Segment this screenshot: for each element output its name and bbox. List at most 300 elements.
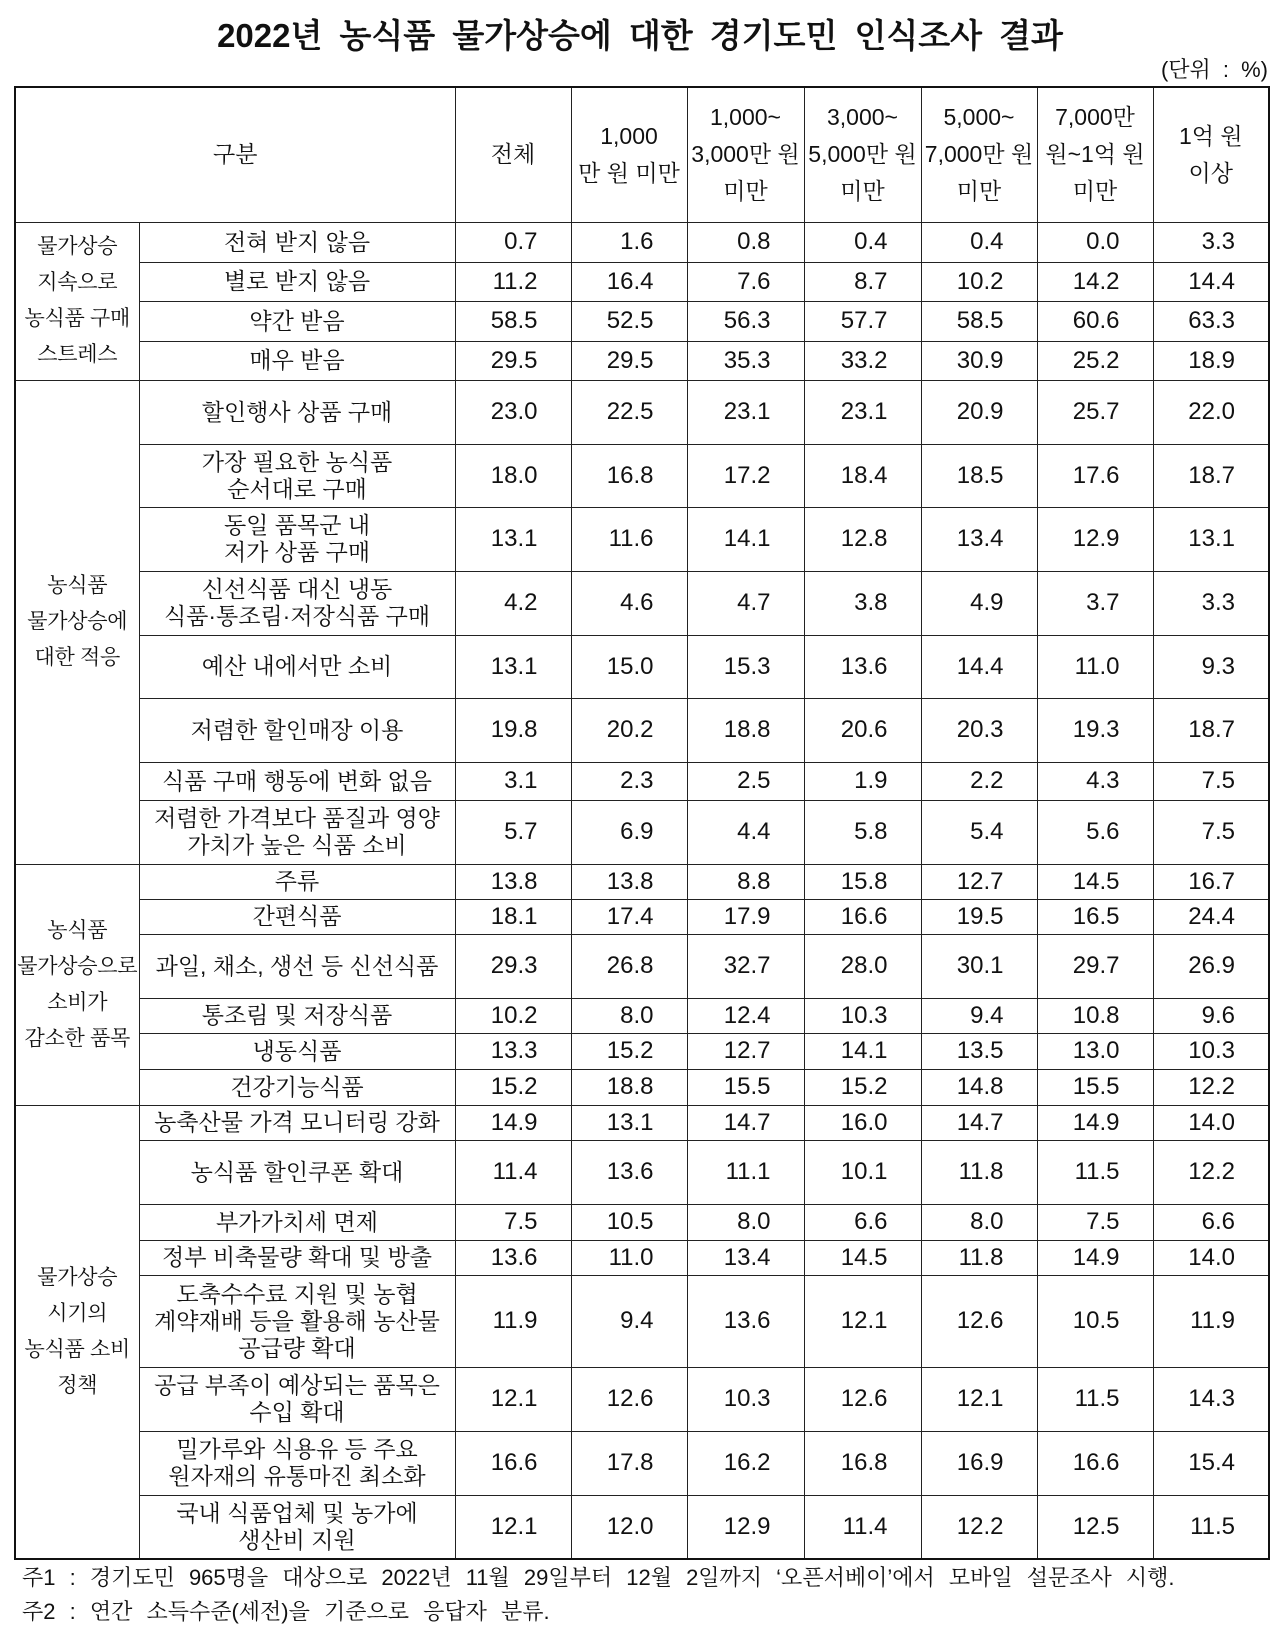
value-cell: 13.6: [687, 1275, 804, 1367]
value-cell: 63.3: [1153, 301, 1269, 341]
page-title: 2022년 농식품 물가상승에 대한 경기도민 인식조사 결과: [217, 17, 1063, 54]
value-cell: 2.3: [571, 762, 687, 800]
value-cell: 16.6: [804, 899, 921, 934]
value-cell: 0.4: [921, 222, 1037, 262]
value-cell: 26.8: [571, 934, 687, 998]
category-cell: [15, 1105, 139, 1559]
value-cell: 15.2: [571, 1033, 687, 1069]
value-cell: 9.6: [1153, 998, 1269, 1033]
value-cell: 7.5: [455, 1204, 571, 1240]
value-cell: 14.3: [1153, 1367, 1269, 1431]
value-cell: 4.4: [687, 800, 804, 864]
column-header-100m-plus: [1153, 87, 1269, 222]
value-cell: 11.9: [1153, 1275, 1269, 1367]
value-cell: 2.5: [687, 762, 804, 800]
row-label: [139, 341, 455, 380]
table-row: [15, 341, 1269, 380]
value-cell: 12.8: [804, 507, 921, 571]
value-cell: 22.5: [571, 380, 687, 444]
table-row: [15, 1033, 1269, 1069]
value-cell: 18.7: [1153, 444, 1269, 507]
value-cell: 29.3: [455, 934, 571, 998]
value-cell: 16.6: [1037, 1431, 1153, 1495]
table-row: [15, 864, 1269, 899]
value-cell: 15.0: [571, 635, 687, 698]
row-label-line: 공급 부족이 예상되는 품목은: [154, 1372, 440, 1398]
row-label: [139, 1204, 455, 1240]
row-label-line: 수입 확대: [249, 1399, 345, 1425]
value-cell: 26.9: [1153, 934, 1269, 998]
row-label-line: 저렴한 할인매장 이용: [190, 716, 404, 743]
value-cell: 16.8: [571, 444, 687, 507]
value-cell: 12.1: [455, 1367, 571, 1431]
column-header-line: 이상: [1188, 159, 1233, 186]
value-cell: 13.1: [455, 635, 571, 698]
value-cell: 25.2: [1037, 341, 1153, 380]
value-cell: 35.3: [687, 341, 804, 380]
value-cell: 18.9: [1153, 341, 1269, 380]
value-cell: 4.2: [455, 571, 571, 635]
value-cell: 15.5: [1037, 1069, 1153, 1105]
value-cell: 9.3: [1153, 635, 1269, 698]
table-row: [15, 1105, 1269, 1140]
value-cell: 16.2: [687, 1431, 804, 1495]
value-cell: 56.3: [687, 301, 804, 341]
value-cell: 8.8: [687, 864, 804, 899]
value-cell: 13.0: [1037, 1033, 1153, 1069]
category-cell: [15, 222, 139, 380]
value-cell: 7.6: [687, 262, 804, 301]
value-cell: 10.2: [455, 998, 571, 1033]
column-header-10m-30m: [687, 87, 804, 222]
row-label-line: 저렴한 가격보다 품질과 영양: [154, 805, 440, 831]
value-cell: 14.1: [687, 507, 804, 571]
value-cell: 10.8: [1037, 998, 1153, 1033]
value-cell: 17.9: [687, 899, 804, 934]
category-line: 농식품 구매: [24, 307, 130, 330]
value-cell: 11.8: [921, 1140, 1037, 1204]
row-label-line: 예산 내에서만 소비: [201, 653, 393, 679]
table-row: [15, 1140, 1269, 1204]
table-row: [15, 571, 1269, 635]
value-cell: 3.7: [1037, 571, 1153, 635]
category-cell: [15, 864, 139, 1105]
column-header-line: 1,000: [600, 122, 658, 149]
value-cell: 22.0: [1153, 380, 1269, 444]
value-cell: 11.5: [1153, 1495, 1269, 1559]
row-label-line: 통조림 및 저장식품: [201, 1002, 393, 1028]
category-line: 농식품: [47, 918, 108, 942]
value-cell: 0.8: [687, 222, 804, 262]
value-cell: 14.0: [1153, 1105, 1269, 1140]
value-cell: 13.4: [921, 507, 1037, 571]
value-cell: 12.6: [571, 1367, 687, 1431]
value-cell: 9.4: [921, 998, 1037, 1033]
value-cell: 11.0: [1037, 635, 1153, 698]
value-cell: 1.6: [571, 222, 687, 262]
column-header-30m-50m: [804, 87, 921, 222]
row-label: [139, 864, 455, 899]
value-cell: 10.5: [1037, 1275, 1153, 1367]
value-cell: 12.4: [687, 998, 804, 1033]
table-row: [15, 444, 1269, 507]
value-cell: 1.9: [804, 762, 921, 800]
value-cell: 11.4: [804, 1495, 921, 1559]
value-cell: 4.6: [571, 571, 687, 635]
value-cell: 14.7: [687, 1105, 804, 1140]
value-cell: 14.2: [1037, 262, 1153, 301]
table-row: [15, 380, 1269, 444]
row-label: [139, 301, 455, 341]
row-label-line: 가장 필요한 농식품: [201, 448, 393, 475]
value-cell: 23.0: [455, 380, 571, 444]
column-header-under-10m: [571, 87, 687, 222]
value-cell: 13.4: [687, 1240, 804, 1275]
row-label: [139, 762, 455, 800]
table-row: [15, 899, 1269, 934]
value-cell: 23.1: [687, 380, 804, 444]
data-table: [14, 86, 1270, 1560]
value-cell: 12.6: [804, 1367, 921, 1431]
value-cell: 13.3: [455, 1033, 571, 1069]
value-cell: 11.0: [571, 1240, 687, 1275]
value-cell: 12.2: [1153, 1069, 1269, 1105]
table-row: [15, 301, 1269, 341]
table-row: [15, 1431, 1269, 1495]
value-cell: 28.0: [804, 934, 921, 998]
category-line: 소비가: [47, 990, 108, 1014]
value-cell: 10.1: [804, 1140, 921, 1204]
row-label: [139, 1431, 455, 1495]
column-header-line: 미만: [956, 178, 1002, 205]
value-cell: 14.9: [1037, 1240, 1153, 1275]
category-line: 농식품 소비: [24, 1337, 130, 1361]
unit-label: (단위 : %): [1160, 57, 1268, 82]
header-row: [15, 87, 1269, 222]
column-header-70m-100m: [1037, 87, 1153, 222]
value-cell: 13.1: [455, 507, 571, 571]
table-row: [15, 762, 1269, 800]
row-label: [139, 222, 455, 262]
value-cell: 6.6: [1153, 1204, 1269, 1240]
row-label: [139, 899, 455, 934]
value-cell: 25.7: [1037, 380, 1153, 444]
table-row: [15, 1367, 1269, 1431]
row-label: [139, 635, 455, 698]
value-cell: 19.3: [1037, 698, 1153, 762]
value-cell: 14.5: [804, 1240, 921, 1275]
value-cell: 29.7: [1037, 934, 1153, 998]
row-label-line: 신선식품 대신 냉동: [201, 576, 393, 602]
value-cell: 58.5: [921, 301, 1037, 341]
value-cell: 10.5: [571, 1204, 687, 1240]
column-header-line: 3,000~: [827, 104, 898, 131]
table-row: [15, 1275, 1269, 1367]
value-cell: 7.5: [1153, 800, 1269, 864]
row-label-line: 부가가치세 면제: [216, 1208, 378, 1235]
row-label: [139, 1033, 455, 1069]
column-header-line: 미만: [1072, 178, 1118, 205]
row-label-line: 전혀 받지 않음: [223, 228, 371, 255]
value-cell: 19.5: [921, 899, 1037, 934]
value-cell: 10.3: [804, 998, 921, 1033]
row-label: [139, 380, 455, 444]
row-label-line: 공급량 확대: [238, 1334, 356, 1361]
row-label: [139, 1069, 455, 1105]
row-label-line: 생산비 지원: [238, 1526, 356, 1553]
value-cell: 32.7: [687, 934, 804, 998]
value-cell: 12.2: [1153, 1140, 1269, 1204]
column-header-line: 7,000만 원: [924, 141, 1034, 168]
value-cell: 13.6: [571, 1140, 687, 1204]
value-cell: 16.8: [804, 1431, 921, 1495]
value-cell: 12.7: [921, 864, 1037, 899]
value-cell: 11.1: [687, 1140, 804, 1204]
value-cell: 15.2: [804, 1069, 921, 1105]
row-label: [139, 998, 455, 1033]
value-cell: 3.1: [455, 762, 571, 800]
value-cell: 13.8: [571, 864, 687, 899]
value-cell: 16.0: [804, 1105, 921, 1140]
row-label-line: 계약재배 등을 활용해 농산물: [154, 1307, 440, 1334]
value-cell: 5.6: [1037, 800, 1153, 864]
value-cell: 60.6: [1037, 301, 1153, 341]
row-label: [139, 507, 455, 571]
value-cell: 15.4: [1153, 1431, 1269, 1495]
category-line: 물가상승으로: [17, 954, 138, 978]
value-cell: 18.0: [455, 444, 571, 507]
value-cell: 12.6: [921, 1275, 1037, 1367]
value-cell: 16.9: [921, 1431, 1037, 1495]
value-cell: 11.5: [1037, 1367, 1153, 1431]
value-cell: 29.5: [571, 341, 687, 380]
value-cell: 14.8: [921, 1069, 1037, 1105]
row-label: [139, 800, 455, 864]
row-label: [139, 1275, 455, 1367]
table-row: [15, 1204, 1269, 1240]
value-cell: 33.2: [804, 341, 921, 380]
table-row: [15, 934, 1269, 998]
value-cell: 2.2: [921, 762, 1037, 800]
row-label-line: 가치가 높은 식품 소비: [187, 832, 407, 858]
value-cell: 20.3: [921, 698, 1037, 762]
row-label-line: 식품 구매 행동에 변화 없음: [162, 767, 432, 794]
value-cell: 3.8: [804, 571, 921, 635]
value-cell: 58.5: [455, 301, 571, 341]
value-cell: 17.6: [1037, 444, 1153, 507]
row-label: [139, 1240, 455, 1275]
value-cell: 16.5: [1037, 899, 1153, 934]
row-label-line: 순서대로 구매: [227, 475, 367, 502]
value-cell: 14.1: [804, 1033, 921, 1069]
value-cell: 13.8: [455, 864, 571, 899]
column-header-line: 미만: [840, 178, 885, 205]
row-label: [139, 934, 455, 998]
row-label-line: 할인행사 상품 구매: [201, 398, 393, 425]
row-label: [139, 571, 455, 635]
value-cell: 18.4: [804, 444, 921, 507]
table-row: [15, 262, 1269, 301]
row-label-line: 과일, 채소, 생선 등 신선식품: [155, 952, 439, 979]
row-label-line: 원자재의 유통마진 최소화: [168, 1463, 426, 1489]
row-label-line: 약간 받음: [249, 307, 345, 334]
value-cell: 11.5: [1037, 1140, 1153, 1204]
table-row: [15, 1069, 1269, 1105]
category-line: 정책: [57, 1373, 98, 1397]
value-cell: 4.7: [687, 571, 804, 635]
column-header-line: 1,000~: [710, 104, 781, 131]
value-cell: 13.6: [455, 1240, 571, 1275]
value-cell: 13.1: [571, 1105, 687, 1140]
column-header-50m-70m: [921, 87, 1037, 222]
category-cell: [15, 380, 139, 864]
value-cell: 13.5: [921, 1033, 1037, 1069]
value-cell: 15.5: [687, 1069, 804, 1105]
footnote: 주2 : 연간 소득수준(세전)을 기준으로 응답자 분류.: [22, 1599, 550, 1624]
column-header-total: [455, 87, 571, 222]
category-line: 지속으로: [37, 271, 118, 294]
value-cell: 4.9: [921, 571, 1037, 635]
value-cell: 30.9: [921, 341, 1037, 380]
column-header-line: 미만: [723, 178, 768, 205]
row-label: [139, 1367, 455, 1431]
table-row: [15, 635, 1269, 698]
value-cell: 6.9: [571, 800, 687, 864]
value-cell: 12.9: [687, 1495, 804, 1559]
value-cell: 20.2: [571, 698, 687, 762]
value-cell: 20.6: [804, 698, 921, 762]
value-cell: 0.4: [804, 222, 921, 262]
value-cell: 18.7: [1153, 698, 1269, 762]
value-cell: 7.5: [1153, 762, 1269, 800]
value-cell: 14.4: [921, 635, 1037, 698]
category-line: 대한 적응: [34, 646, 120, 669]
row-label: [139, 262, 455, 301]
row-label-line: 도축수수료 지원 및 농협: [176, 1280, 418, 1307]
table-row: [15, 222, 1269, 262]
row-label-line: 농식품 할인쿠폰 확대: [190, 1158, 404, 1185]
table-row: [15, 800, 1269, 864]
value-cell: 0.7: [455, 222, 571, 262]
column-header-line: 전체: [490, 141, 536, 168]
value-cell: 9.4: [571, 1275, 687, 1367]
row-label-line: 밀가루와 식용유 등 주요: [176, 1436, 418, 1462]
column-header-line: 5,000~: [943, 104, 1015, 131]
row-label-line: 농축산물 가격 모니터링 강화: [154, 1109, 440, 1135]
value-cell: 8.7: [804, 262, 921, 301]
row-label-line: 주류: [274, 868, 320, 894]
value-cell: 12.2: [921, 1495, 1037, 1559]
table-row: [15, 507, 1269, 571]
row-label-line: 정부 비축물량 확대 및 방출: [162, 1244, 432, 1270]
value-cell: 14.4: [1153, 262, 1269, 301]
value-cell: 5.4: [921, 800, 1037, 864]
table-body: [15, 222, 1269, 1559]
value-cell: 11.4: [455, 1140, 571, 1204]
value-cell: 17.8: [571, 1431, 687, 1495]
value-cell: 4.3: [1037, 762, 1153, 800]
value-cell: 11.8: [921, 1240, 1037, 1275]
row-label-line: 건강기능식품: [230, 1073, 364, 1100]
column-header-line: 7,000만: [1055, 104, 1135, 131]
row-label-line: 식품·통조림·저장식품 구매: [163, 603, 431, 629]
value-cell: 14.9: [455, 1105, 571, 1140]
value-cell: 8.0: [571, 998, 687, 1033]
value-cell: 14.9: [1037, 1105, 1153, 1140]
value-cell: 0.0: [1037, 222, 1153, 262]
value-cell: 7.5: [1037, 1204, 1153, 1240]
value-cell: 12.0: [571, 1495, 687, 1559]
value-cell: 52.5: [571, 301, 687, 341]
value-cell: 12.1: [804, 1275, 921, 1367]
value-cell: 16.7: [1153, 864, 1269, 899]
value-cell: 15.2: [455, 1069, 571, 1105]
value-cell: 30.1: [921, 934, 1037, 998]
value-cell: 17.2: [687, 444, 804, 507]
category-line: 스트레스: [37, 343, 118, 366]
row-label: [139, 698, 455, 762]
value-cell: 11.2: [455, 262, 571, 301]
value-cell: 11.9: [455, 1275, 571, 1367]
value-cell: 8.0: [687, 1204, 804, 1240]
category-line: 농식품: [47, 574, 108, 597]
value-cell: 57.7: [804, 301, 921, 341]
value-cell: 18.8: [571, 1069, 687, 1105]
column-header-line: 3,000만 원: [691, 141, 800, 168]
table-row: [15, 1240, 1269, 1275]
value-cell: 16.6: [455, 1431, 571, 1495]
header-category: 구분: [15, 87, 455, 222]
value-cell: 12.5: [1037, 1495, 1153, 1559]
value-cell: 5.7: [455, 800, 571, 864]
table-row: [15, 998, 1269, 1033]
row-label: [139, 444, 455, 507]
value-cell: 12.9: [1037, 507, 1153, 571]
column-header-line: 원~1억 원: [1045, 141, 1145, 168]
category-line: 물가상승에: [27, 610, 128, 633]
value-cell: 5.8: [804, 800, 921, 864]
value-cell: 18.5: [921, 444, 1037, 507]
value-cell: 13.1: [1153, 507, 1269, 571]
value-cell: 12.1: [455, 1495, 571, 1559]
category-line: 시기의: [47, 1301, 108, 1325]
value-cell: 14.7: [921, 1105, 1037, 1140]
value-cell: 17.4: [571, 899, 687, 934]
value-cell: 10.2: [921, 262, 1037, 301]
value-cell: 14.0: [1153, 1240, 1269, 1275]
row-label: [139, 1140, 455, 1204]
footnote: 주1 : 경기도민 965명을 대상으로 2022년 11월 29일부터 12월 2일까지 ‘오픈서베이’에서 모바일 설문조사 시행.: [22, 1565, 1175, 1590]
row-label-line: 국내 식품업체 및 농가에: [176, 1499, 418, 1526]
column-header-line: 1억 원: [1178, 122, 1243, 149]
value-cell: 12.1: [921, 1367, 1037, 1431]
value-cell: 24.4: [1153, 899, 1269, 934]
row-label: [139, 1495, 455, 1559]
value-cell: 10.3: [1153, 1033, 1269, 1069]
row-label-line: 매우 받음: [249, 347, 345, 373]
category-line: 물가상승: [37, 1265, 118, 1289]
value-cell: 12.7: [687, 1033, 804, 1069]
value-cell: 14.5: [1037, 864, 1153, 899]
value-cell: 23.1: [804, 380, 921, 444]
column-header-line: 만 원 미만: [578, 159, 680, 186]
value-cell: 8.0: [921, 1204, 1037, 1240]
value-cell: 6.6: [804, 1204, 921, 1240]
row-label-line: 별로 받지 않음: [223, 268, 371, 294]
table-row: [15, 1495, 1269, 1559]
row-label: [139, 1105, 455, 1140]
value-cell: 10.3: [687, 1367, 804, 1431]
